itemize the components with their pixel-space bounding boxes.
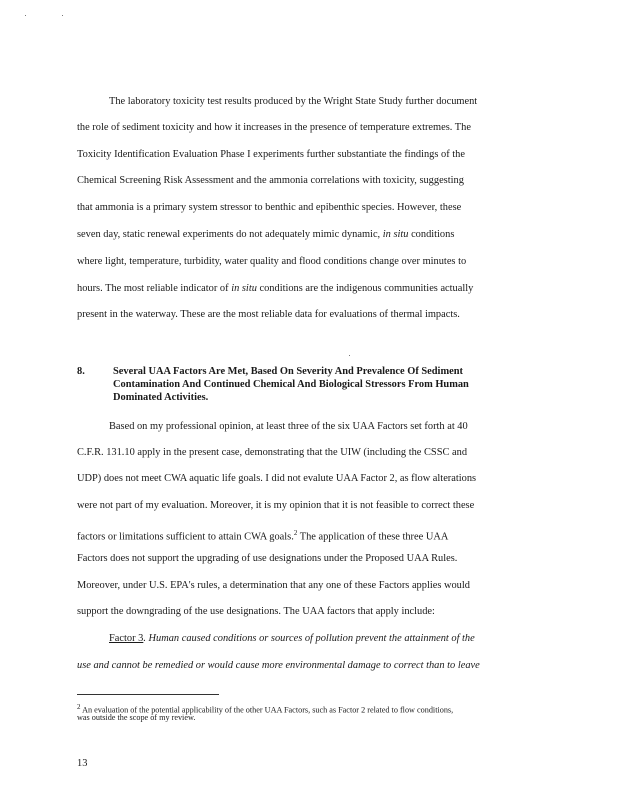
text-line: present in the waterway. These are the most reliable data for evaluations of thermal impacts. bbox=[77, 309, 460, 320]
text-line bbox=[109, 633, 579, 645]
text-line bbox=[77, 527, 547, 543]
factor-text: . Human caused conditions or sources of pollution prevent the attainment of the bbox=[143, 633, 475, 644]
heading-line: Dominated Activities. bbox=[113, 392, 209, 403]
text-line: where light, temperature, turbidity, water quality and flood conditions change over minutes to bbox=[77, 256, 467, 267]
text-line: that ammonia is a primary system stressor to benthic and epibenthic species. However, these bbox=[77, 202, 462, 213]
factor-label: Factor 3 bbox=[109, 633, 144, 644]
text-line bbox=[77, 660, 547, 672]
factor-text: use and cannot be remedied or would cause more environmental damage to correct than to leave bbox=[77, 660, 480, 671]
heading-line: Contamination And Continued Chemical And Biological Stressors From Human bbox=[113, 379, 469, 390]
text-line: Toxicity Identification Evaluation Phase I experiments further substantiate the findings of the bbox=[77, 149, 465, 160]
italic-term: in situ bbox=[382, 229, 409, 240]
scan-speck bbox=[349, 355, 350, 356]
scan-speck bbox=[62, 15, 63, 16]
footnote-text: An evaluation of the potential applicability of the other UAA Factors, such as Factor 2 related to flow conditions, bbox=[80, 705, 454, 715]
text-line: UDP) does not meet CWA aquatic life goals. I did not evalute UAA Factor 2, as flow alterations bbox=[77, 473, 477, 484]
scan-speck bbox=[25, 15, 26, 16]
text-line: Chemical Screening Risk Assessment and the ammonia correlations with toxicity, suggesting bbox=[77, 175, 464, 186]
text-span: seven day, static renewal experiments do not adequately mimic dynamic, bbox=[77, 229, 381, 240]
text-span: conditions bbox=[408, 229, 455, 240]
text-span: The application of these three UAA bbox=[297, 531, 449, 543]
text-span: conditions are the indigenous communities actually bbox=[256, 283, 474, 294]
text-line: Based on my professional opinion, at least three of the six UAA Factors set forth at 40 bbox=[109, 421, 468, 432]
footnote-ref: 2 bbox=[293, 529, 298, 537]
italic-term: in situ bbox=[231, 283, 257, 294]
text-span: hours. The most reliable indicator of bbox=[77, 283, 229, 294]
text-line bbox=[77, 229, 547, 241]
text-line: Moreover, under U.S. EPA's rules, a determination that any one of these Factors applies would bbox=[77, 580, 470, 591]
text-line: C.F.R. 131.10 apply in the present case, demonstrating that the UIW (including the CSSC and bbox=[77, 447, 468, 458]
text-line: The laboratory toxicity test results produced by the Wright State Study further document bbox=[109, 96, 478, 107]
text-line: were not part of my evaluation. Moreover, it is my opinion that it is not feasible to correct these bbox=[77, 500, 475, 511]
footnote-line: was outside the scope of my review. bbox=[77, 713, 196, 722]
page-number: 13 bbox=[77, 758, 88, 769]
text-line: support the downgrading of the use designations. The UAA factors that apply include: bbox=[77, 606, 435, 617]
text-line bbox=[77, 283, 547, 295]
text-span: factors or limitations sufficient to attain CWA goals. bbox=[77, 531, 294, 543]
heading-line: Several UAA Factors Are Met, Based On Severity And Prevalence Of Sediment bbox=[113, 366, 463, 377]
footnote-marker: 2 bbox=[77, 703, 81, 711]
text-line: Factors does not support the upgrading of use designations under the Proposed UAA Rules. bbox=[77, 553, 458, 564]
footnote-divider bbox=[77, 694, 219, 695]
section-number: 8. bbox=[77, 366, 85, 377]
text-line: the role of sediment toxicity and how it increases in the presence of temperature extremes. The bbox=[77, 122, 471, 133]
